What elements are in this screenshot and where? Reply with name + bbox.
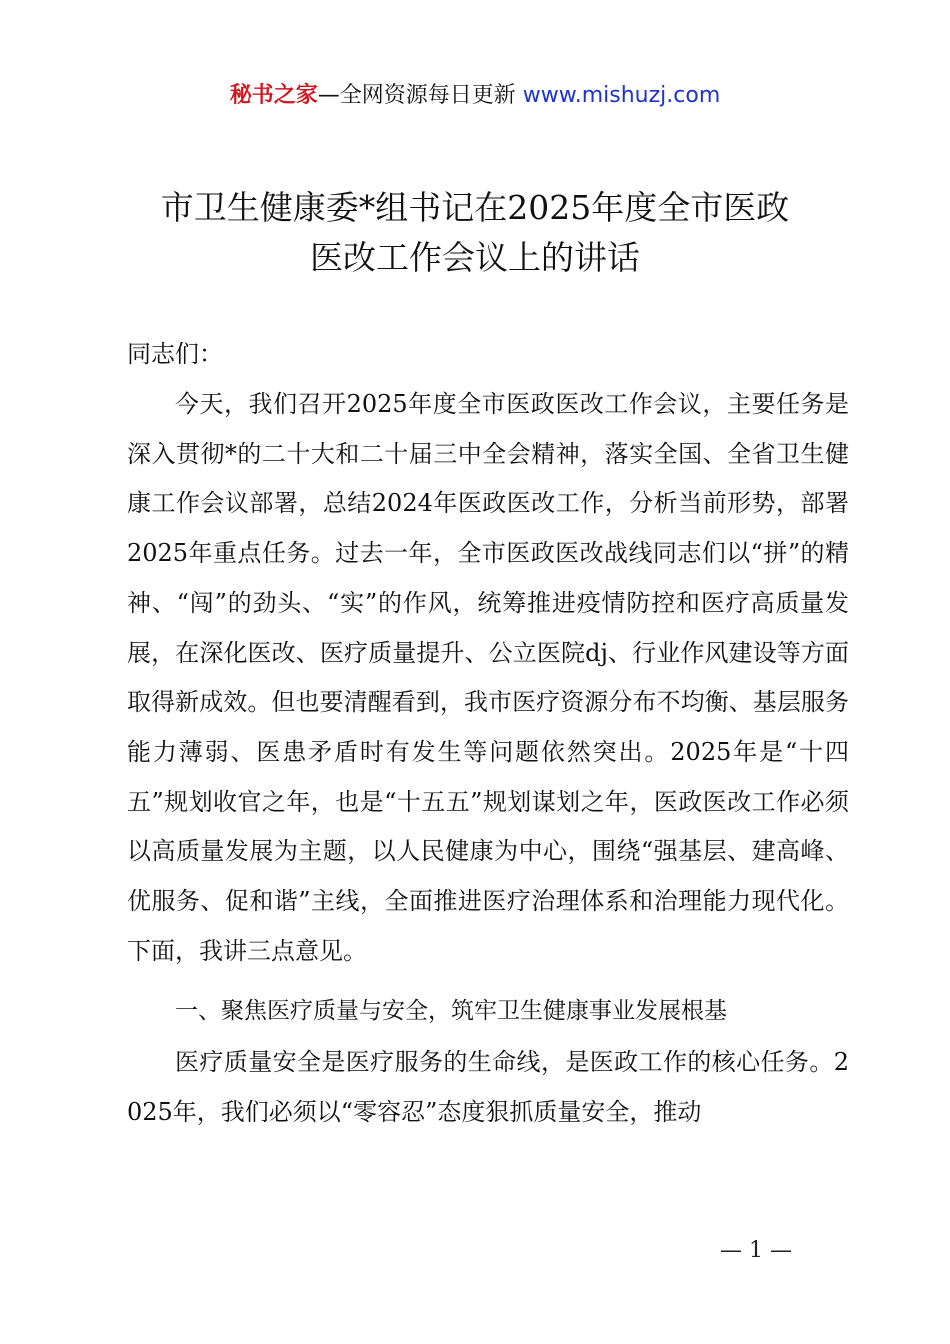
- header-tagline: —全网资源每日更新: [317, 83, 516, 108]
- document-body: [127, 334, 849, 1138]
- salutation: 同志们：: [127, 340, 223, 368]
- page-number: — 1 —: [720, 1238, 792, 1263]
- document-title: [60, 183, 890, 283]
- title-line-1: 市卫生健康委*组书记在2025年度全市医政: [160, 188, 790, 227]
- brand-name: 秘书之家: [229, 83, 318, 108]
- site-url[interactable]: www.mishuzj.com: [522, 83, 721, 108]
- section-1-paragraph: 医疗质量安全是医疗服务的生命线，是医政工作的核心任务。2025年，我们必须以“零容忍”态度狠抓质量安全，推动: [127, 1048, 849, 1127]
- header-banner: [0, 80, 950, 112]
- title-line-2: 医改工作会议上的讲话: [310, 238, 640, 277]
- intro-paragraph: 今天，我们召开2025年度全市医政医改工作会议，主要任务是深入贯彻*的二十大和二十届三中全会精神，落实全国、全省卫生健康工作会议部署，总结2024年医政医改工作，分析当前形势，部署2025年重点任务。过去一年，全市医政医改战线同志们以“拼”的精神、“闯”的劲头、“实”的作风，统筹推进疫情防控和医疗高质量发展，在深化医改、医疗质量提升、公立医院dj、行业作风建设等方面取得新成效。但也要清醒看到，我市医疗资源分布不均衡、基层服务能力薄弱、医患矛盾时有发生等问题依然突出。2025年是“十四五”规划收官之年，也是“十五五”规划谋划之年，医政医改工作必须以高质量发展为主题，以人民健康为中心，围绕“强基层、建高峰、优服务、促和谐”主线，全面推进医疗治理体系和治理能力现代化。下面，我讲三点意见。: [127, 390, 849, 965]
- section-heading-1: 一、聚焦医疗质量与安全，筑牢卫生健康事业发展根基: [175, 998, 727, 1025]
